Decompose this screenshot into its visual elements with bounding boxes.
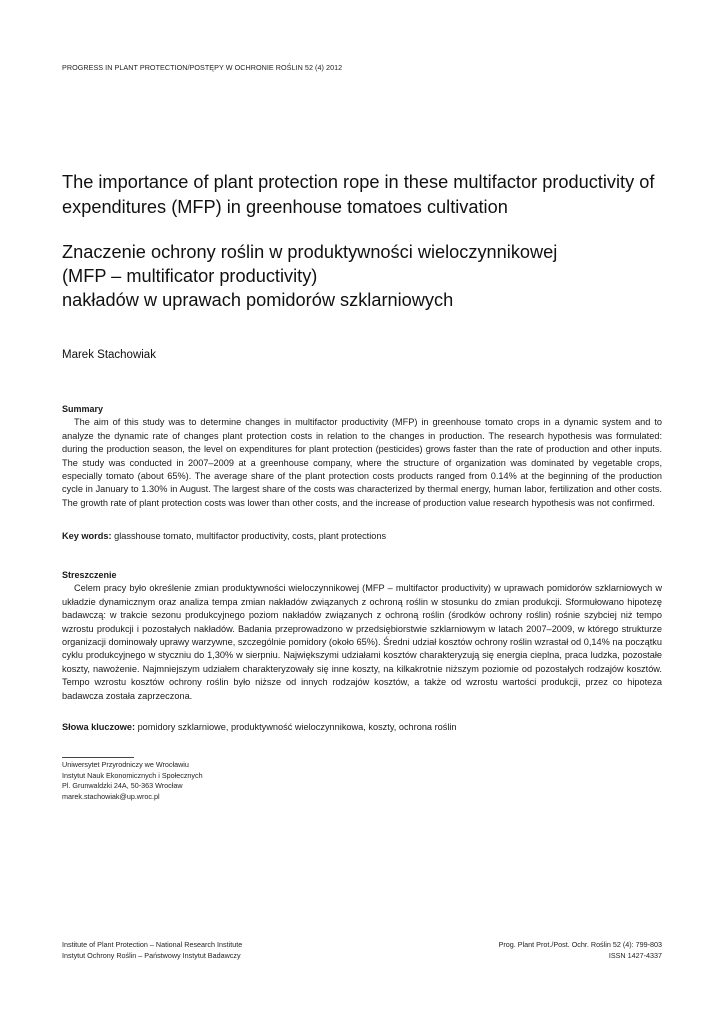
keywords-polish-text: pomidory szklarniowe, produktywność wieloczynnikowa, koszty, ochrona roślin [135,722,457,732]
summary-section [62,403,662,510]
author-name: Marek Stachowiak [62,349,156,361]
summary-body: The aim of this study was to determine changes in multifactor productivity (MFP) in greenhouse tomato crops in a dynamic system and to analyze the dynamic rate of changes plant protection costs in relation to the changes in production. The research hypothesis was formulated: during the production season, the level on expenditures for plant protection (pesticides) grows faster than the rate of production and other inputs. The study was conducted in 2007–2009 at a greenhouse company, where the structure of organization was dominated by vegetable crops, especially tomato (about 65%). The average share of the plant protection costs products ranged from 0.14% at the beginning of the production cycle in January to 1.30% in August. The largest share of the costs was characterized by thermal energy, human labor, fertilization and other costs. The growth rate of plant protection costs was lower than other costs, and the increase of production value research hypothesis was not confirmed. [62,417,662,508]
title-polish-line: nakładów w uprawach pomidorów szklarniowych [62,290,454,310]
footer-institute-english: Institute of Plant Protection – National Research Institute [62,940,243,949]
footer-issn: ISSN 1427-4337 [608,951,662,960]
streszczenie-heading: Streszczenie [62,570,117,580]
title-english: The importance of plant protection rope in these multifactor productivity of expenditures (MFP) in greenhouse tomatoes cultivation [62,172,655,217]
title-polish [62,240,682,312]
keywords-english [62,530,662,543]
affiliation-university: Uniwersytet Przyrodniczy we Wrocławiu [62,760,189,769]
affiliation-email: marek.stachowiak@up.wroc.pl [62,791,160,801]
keywords-english-label: Key words: [62,531,112,541]
title-polish-line: (MFP – multificator productivity) [62,266,318,286]
running-head: PROGRESS IN PLANT PROTECTION/POSTĘPY W OCHRONIE ROŚLIN 52 (4) 2012 [62,63,343,72]
footer-journal-reference: Prog. Plant Prot./Post. Ochr. Roślin 52 (4): 799-803 [498,940,662,949]
affiliation-institute: Instytut Nauk Ekonomicznych i Społecznych [62,770,203,780]
summary-heading: Summary [62,404,104,414]
title-polish-line: Znaczenie ochrony roślin w produktywności wieloczynnikowej [62,242,558,262]
author-affiliation [62,760,203,802]
keywords-polish [62,721,662,734]
streszczenie-section [62,569,662,703]
keywords-english-text: glasshouse tomato, multifactor productivity, costs, plant protections [111,531,387,541]
footer-institute-polish: Instytut Ochrony Roślin – Państwowy Instytut Badawczy [62,951,241,960]
streszczenie-body: Celem pracy było określenie zmian produktywności wieloczynnikowej (MFP – multifactor productivity) w uprawach pomidorów szklarniowych w układzie dynamicznym oraz analiza tempa zmian nakładów związanych z ochroną roślin w stosunku do zmian produkcji. Sformułowano hipotezę badawczą: w trakcie sezonu produkcyjnego poziom nakładów związanych z ochroną roślin (środków ochrony roślin) rośnie szybciej niż tempo wzrostu produkcji i pozostałych nakładów. Badania przeprowadzono w przedsiębiorstwie szklarniowym w latach 2007–2009, w którego strukturze organizacji dominowały uprawy warzywne, szczególnie pomidory (około 65%). Średni udział kosztów ochrony roślin wzrastał od 0,14% na początku cyklu produkcyjnego w styczniu do 1,30% w sierpniu. Największymi udziałami kosztów charakteryzują się energia cieplna, praca ludzka, pozostałe koszty, nawożenie. Najmniejszym udziałem charakteryzowały się inne koszty, na kilkakrotnie niższym poziomie od pozostałych rodzajów kosztów. Tempo wzrostu kosztów ochrony roślin było niższe od innych rodzajów kosztów, a także od wzrostu wartości produkcji, przez co hipoteza badawcza została zaprzeczona. [62,583,662,701]
footer-institute [62,939,242,961]
footer-citation [499,939,662,961]
footnote-divider [62,757,134,758]
keywords-polish-label: Słowa kluczowe: [62,722,136,732]
affiliation-address: Pl. Grunwaldzki 24A, 50-363 Wrocław [62,781,183,791]
